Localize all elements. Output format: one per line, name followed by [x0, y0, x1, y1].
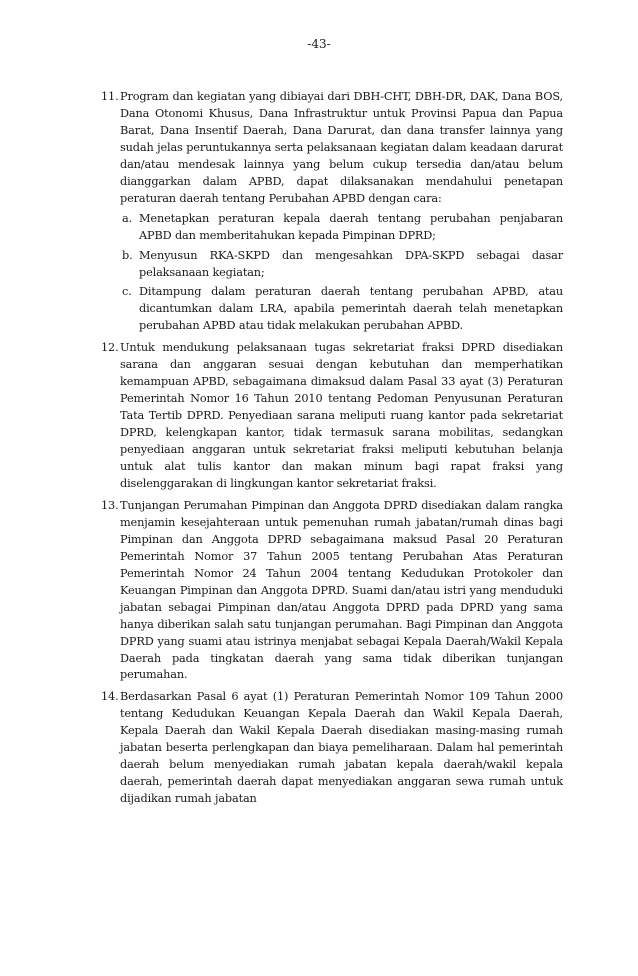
- item-number: 12.: [101, 341, 119, 355]
- sub-item-text: Menyusun RKA-SKPD dan mengesahkan DPA-SKPD sebagai dasar pelaksanaan kegiatan;: [139, 248, 563, 279]
- list-item-11: [103, 89, 563, 335]
- item-number: 14.: [101, 690, 119, 704]
- item-number: 11.: [101, 90, 119, 103]
- item-text: Program dan kegiatan yang dibiayai dari DBH-CHT, DBH-DR, DAK, Dana BOS, Dana Otonomi Khusus, Dana Infrastruktur untuk Provinsi Papua dan Papua Barat, Dana Insentif Daerah, Dana Darurat, dan dana transfer lainnya yang sudah jelas peruntukannya serta pelaksanaan kegiatan dalam keadaan darurat dan/atau mendesak lainnya yang belum cukup tersedia dan/atau belum dianggarkan dalam APBD, dapat dilaksanakan mendahului penetapan peraturan daerah tentang Perubahan APBD dengan cara:: [120, 90, 563, 205]
- sub-item-b: [120, 248, 563, 282]
- item-number: 13.: [101, 498, 119, 512]
- sub-item-letter: c.: [122, 285, 132, 299]
- list-item-14: [103, 689, 563, 808]
- sub-item-letter: a.: [122, 211, 133, 225]
- list-item-12: [103, 340, 563, 493]
- list-item-13: [103, 498, 563, 684]
- item-text: Berdasarkan Pasal 6 ayat (1) Peraturan Pemerintah Nomor 109 Tahun 2000 tentang Kedudukan Keuangan Kepala Daerah dan Wakil Kepala Daerah, Kepala Daerah dan Wakil Kepala Daerah disediakan masing-masing rumah jabatan beserta perlengkapan dan biaya pemeliharaan. Dalam hal pemerintah daerah belum menyediakan rumah jabatan kepala daerah/wakil kepala daerah, pemerintah daerah dapat menyediakan anggaran sewa rumah untuk dijadikan rumah jabatan: [120, 690, 563, 806]
- sub-item-letter: b.: [122, 248, 133, 262]
- sub-item-a: [120, 211, 563, 245]
- sub-item-c: [120, 284, 563, 335]
- item-text: Tunjangan Perumahan Pimpinan dan Anggota DPRD disediakan dalam rangka menjamin kesejahteraan untuk pemenuhan rumah jabatan/rumah dinas bagi Pimpinan dan Anggota DPRD sebagaimana maksud Pasal 20 Peraturan Pemerintah Nomor 37 Tahun 2005 tentang Perubahan Atas Peraturan Pemerintah Nomor 24 Tahun 2004 tentang Kedudukan Protokoler dan Keuangan Pimpinan dan Anggota DPRD. Suami dan/atau istri yang menduduki jabatan sebagai Pimpinan dan/atau Anggota DPRD pada DPRD yang sama hanya diberikan salah satu tunjangan perumahan. Bagi Pimpinan dan Anggota DPRD yang suami atau istrinya menjabat sebagai Kepala Daerah/Wakil Kepala Daerah pada tingkatan daerah yang sama tidak diberikan tunjangan perumahan.: [120, 498, 563, 682]
- item-text: Untuk mendukung pelaksanaan tugas sekretariat fraksi DPRD disediakan sarana dan anggaran sesuai dengan kebutuhan dan memperhatikan kemampuan APBD, sebagaimana dimaksud dalam Pasal 33 ayat (3) Peraturan Pemerintah Nomor 16 Tahun 2010 tentang Pedoman Penyusunan Peraturan Tata Tertib DPRD. Penyediaan sarana meliputi ruang kantor pada sekretariat DPRD, kelengkapan kantor, tidak termasuk sarana mobilitas, sedangkan penyediaan anggaran untuk sekretariat fraksi meliputi kebutuhan belanja untuk alat tulis kantor dan makan minum bagi rapat fraksi yang diselenggarakan di lingkungan kantor sekretariat fraksi.: [120, 341, 563, 490]
- sub-item-text: Ditampung dalam peraturan daerah tentang perubahan APBD, atau dicantumkan dalam LRA, apabila pemerintah daerah telah menetapkan perubahan APBD atau tidak melakukan perubahan APBD.: [139, 285, 563, 333]
- sub-item-text: Menetapkan peraturan kepala daerah tentang perubahan penjabaran APBD dan memberitahukan kepada Pimpinan DPRD;: [139, 211, 563, 242]
- page-number: -43-: [307, 37, 331, 51]
- document-body: [103, 89, 563, 813]
